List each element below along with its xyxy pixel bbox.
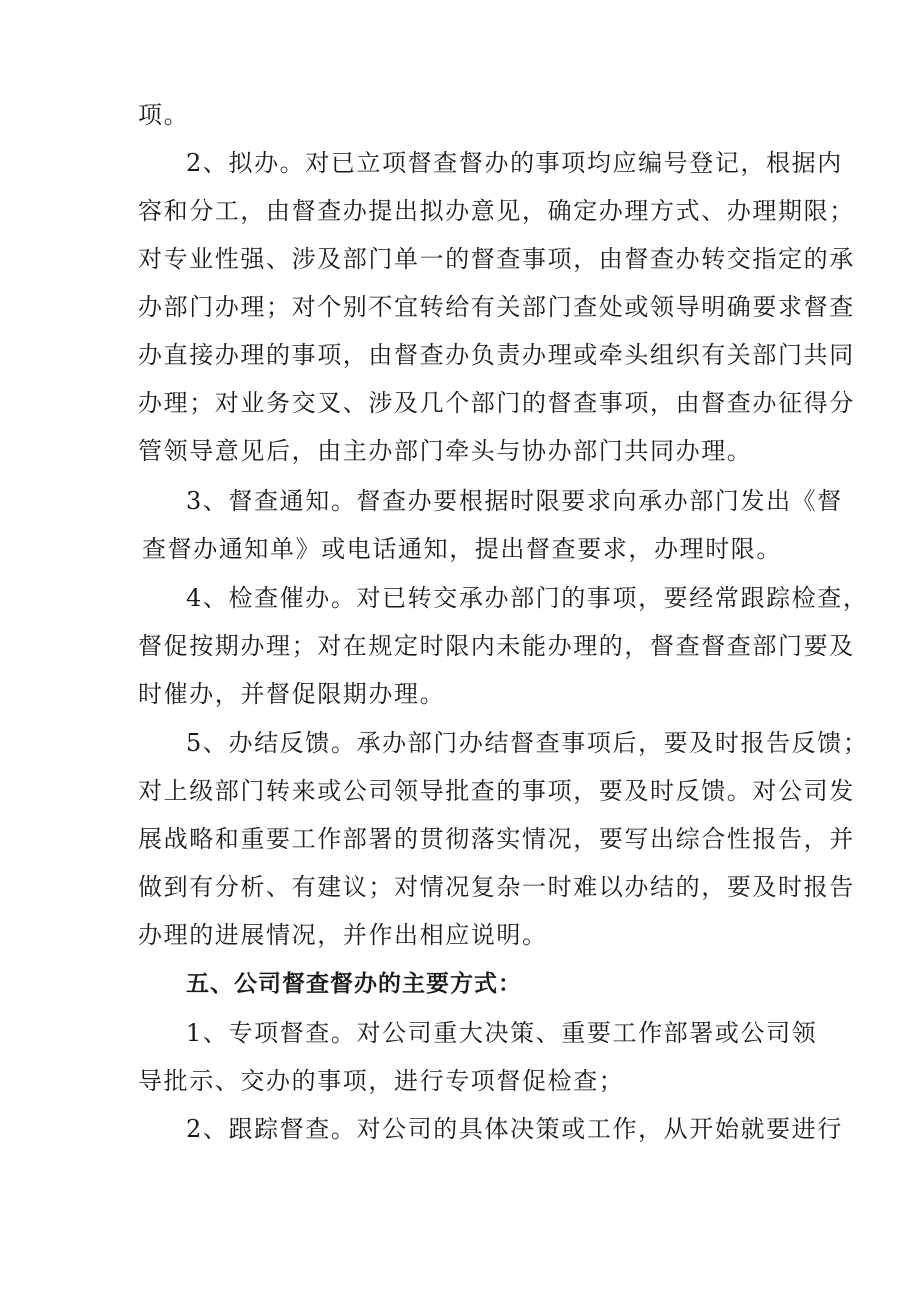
text-line: 3、督查通知。督查办要根据时限要求向承办部门发出《督 <box>186 487 843 515</box>
text-line: 导批示、交办的事项，进行专项督促检查； <box>138 1067 625 1095</box>
text-line: 做到有分析、有建议；对情况复杂一时难以办结的，要及时报告 <box>138 873 855 901</box>
text-line: 5、办结反馈。承办部门办结督查事项后，要及时报告反馈； <box>186 729 869 757</box>
text-line: 办理的进展情况，并作出相应说明。 <box>138 921 548 949</box>
text-line: 2、跟踪督查。对公司的具体决策或工作，从开始就要进行 <box>186 1115 843 1143</box>
text-line: 展战略和重要工作部署的贯彻落实情况，要写出综合性报告，并 <box>138 825 855 853</box>
text-line: 对专业性强、涉及部门单一的督查事项，由督查办转交指定的承 <box>138 245 855 273</box>
text-line: 查督办通知单》或电话通知，提出督查要求，办理时限。 <box>142 535 782 563</box>
text-line: 时催办，并督促限期办理。 <box>138 680 446 708</box>
text-line: 项。 <box>138 101 190 129</box>
text-line: 办部门办理；对个别不宜转给有关部门查处或领导明确要求督查 <box>138 293 855 321</box>
text-line: 督促按期办理；对在规定时限内未能办理的，督查督查部门要及 <box>138 632 855 660</box>
text-line: 1、专项督查。对公司重大决策、重要工作部署或公司领 <box>186 1019 818 1047</box>
text-line: 管领导意见后，由主办部门牵头与协办部门共同办理。 <box>138 437 753 465</box>
text-line: 办理；对业务交叉、涉及几个部门的督查事项，由督查办征得分 <box>138 389 855 417</box>
text-line: 容和分工，由督查办提出拟办意见，确定办理方式、办理期限； <box>138 197 855 225</box>
text-line: 办直接办理的事项，由督查办负责办理或牵头组织有关部门共同 <box>138 341 855 369</box>
text-line: 2、拟办。对已立项督查督办的事项均应编号登记，根据内 <box>186 149 843 177</box>
text-line: 对上级部门转来或公司领导批查的事项，要及时反馈。对公司发 <box>138 777 855 805</box>
section-heading: 五、公司督查督办的主要方式： <box>186 971 522 997</box>
text-line: 4、检查催办。对已转交承办部门的事项，要经常跟踪检查， <box>186 584 869 612</box>
